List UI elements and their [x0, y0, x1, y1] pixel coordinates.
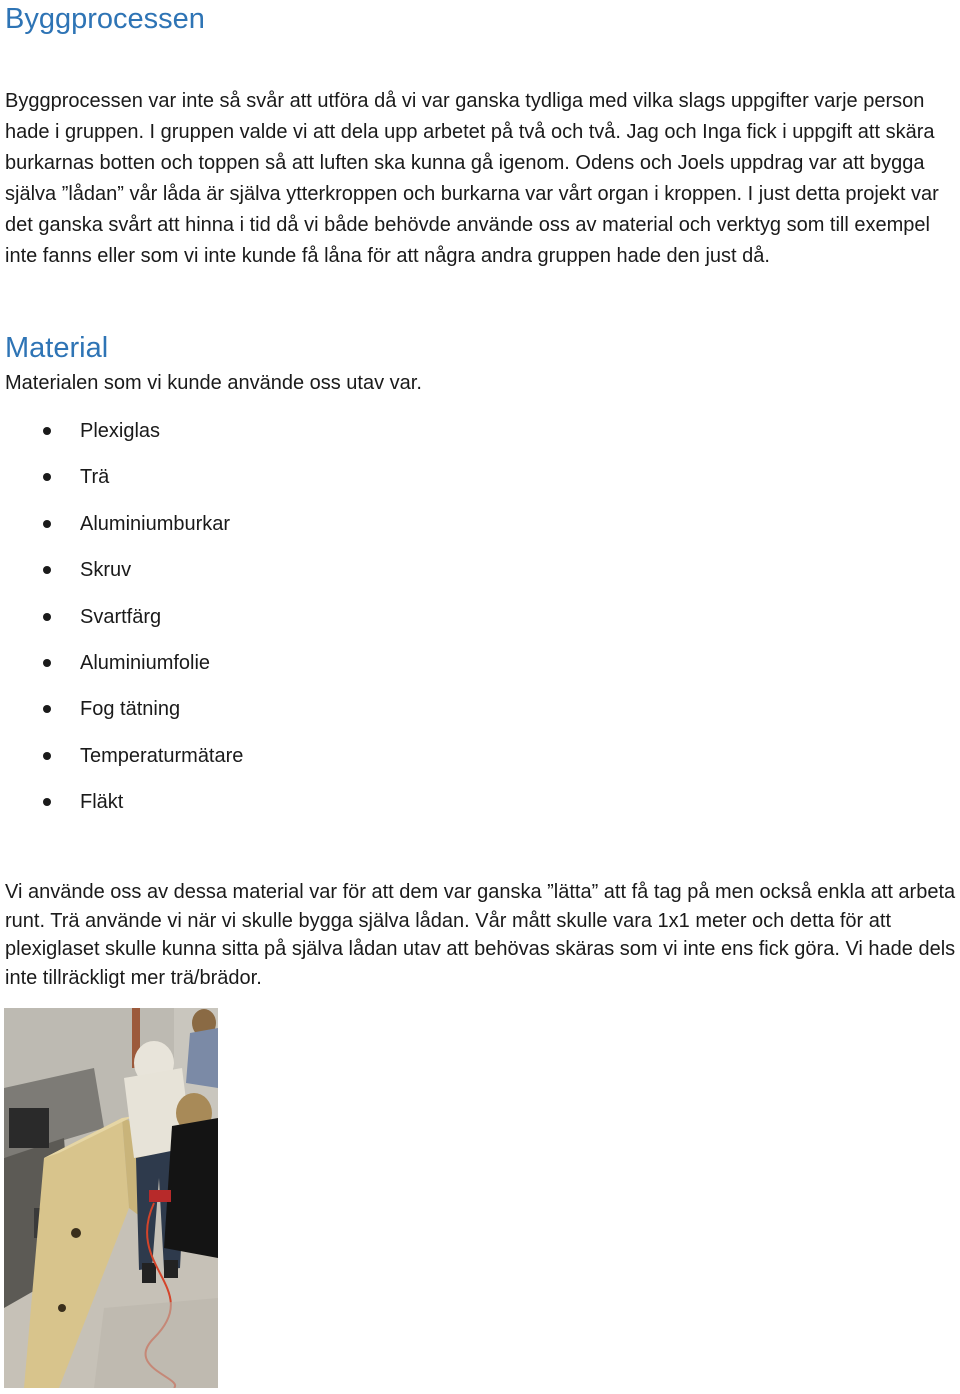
list-item-label: Fläkt	[80, 791, 124, 814]
bullet-icon	[43, 659, 51, 667]
page-title: Byggprocessen	[5, 3, 205, 35]
build-process-paragraph: Byggprocessen var inte så svår att utföra då vi var ganska tydliga med vilka slags uppgifter varje person hade i gruppen. I gruppen valde vi att dela upp arbetet på två och två. Jag och Inga fick i uppgift att skära burkarnas botten och toppen så att luften ska kunna gå igenom. Odens och Joels uppdrag var att bygga själva ”lådan” vår låda är själva ytterkroppen och burkarna var vårt organ i kroppen. I just detta projekt var det ganska svårt att hinna i tid då vi både behövde använde oss av material och verktyg som till exempel inte fanns eller som vi inte kunde få låna för att några andra gruppen hade den just då.	[5, 90, 939, 267]
list-item-label: Svartfärg	[80, 605, 162, 628]
bullet-icon	[43, 613, 51, 621]
list-item-label: Plexiglas	[80, 420, 161, 442]
material-heading: Material	[5, 332, 109, 364]
bullet-icon	[43, 752, 51, 760]
bullet-icon	[43, 520, 51, 528]
list-item-label: Aluminiumfolie	[80, 651, 211, 674]
list-item-label: Skruv	[80, 559, 132, 582]
bullet-icon	[43, 473, 51, 481]
bullet-icon	[43, 798, 51, 806]
bullet-icon	[43, 427, 51, 435]
list-item-label: Aluminiumburkar	[80, 512, 231, 535]
list-item-label: Fog tätning	[80, 698, 181, 721]
bullet-icon	[43, 705, 51, 713]
bullet-icon	[43, 566, 51, 574]
build-photo	[4, 1008, 218, 1388]
material-intro: Materialen som vi kunde använde oss utav var.	[5, 372, 422, 394]
material-reason-paragraph: Vi använde oss av dessa material var för att dem var ganska ”lätta” att få tag på men också enkla att arbeta runt. Trä använde vi när vi skulle bygga själva lådan. Vår mått skulle vara 1x1 meter och detta för att plexiglaset skulle kunna sitta på själva lådan utav att behövas skäras som vi inte ens fick göra. Vi hade dels inte tillräckligt mer trä/brädor.	[5, 881, 956, 990]
list-item-label: Trä	[80, 466, 110, 489]
build-photo-illustration	[4, 1008, 218, 1388]
list-item-label: Temperaturmätare	[80, 744, 244, 767]
